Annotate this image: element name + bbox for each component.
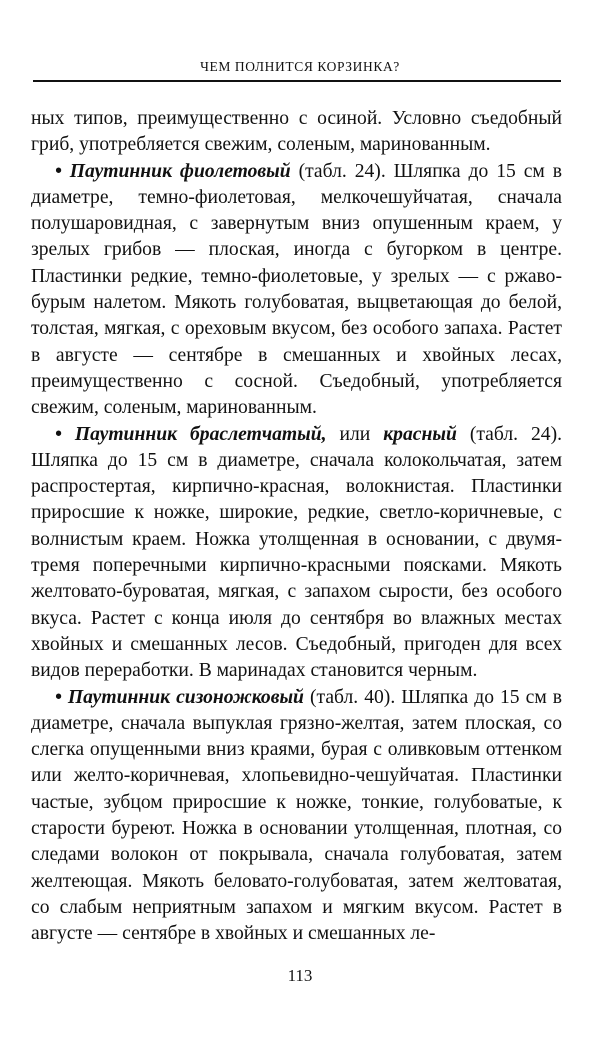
paragraph-bluefoot-webcap — [31, 685, 562, 948]
header-rule — [33, 80, 561, 82]
paragraph-text: ных типов, преимущественно с осиной. Условно съедобный гриб, употребляется свежим, соленым, маринованным. — [31, 108, 562, 156]
paragraph-text: (табл. 24). Шляпка до 15 см в диаметре, темно-фиолетовая, мелкочешуйчатая, сначала полушаровидная, с завернутым вниз опушенным краем, у зрелых грибов — плоская, иногда с бугорком в центре. Пластинки редкие, темно-фиолетовые, у зрелых — с ржаво-бурым налетом. Мякоть голубоватая, выцветающая до белой, толстая, мягкая, с ореховым вкусом, без особого запаха. Растет в августе — сентябре в смешанных и хвойных лесах, преимущественно с сосной. Съедобный, употребляется свежим, соленым, маринованным. — [31, 160, 562, 419]
species-name: Паутинник браслетчатый, — [74, 423, 327, 445]
name-connector: или — [326, 423, 384, 445]
bullet-marker: • — [55, 423, 75, 445]
paragraph-continuation — [31, 106, 562, 159]
text-column — [31, 106, 562, 948]
species-name: Паутинник фиолетовый — [69, 160, 291, 182]
species-alt-name: красный — [383, 423, 457, 445]
bullet-marker: • — [55, 160, 70, 182]
bullet-marker: • — [55, 686, 68, 708]
page-number: 113 — [287, 966, 313, 985]
paragraph-text: (табл. 24). Шляпка до 15 см в диаметре, сначала колокольчатая, затем распростертая, кирпично-красная, волокнистая. Пластинки приросшие к ножке, широкие, редкие, светло-коричневые, с волнистым краем. Ножка утолщенная в основании, с двумя-тремя поперечными кирпично-красными поясками. Мякоть желтовато-буроватая, мягкая, с запахом сырости, без особого вкуса. Растет с конца июля до сентября во влажных местах хвойных и смешанных лесов. Съедобный, пригоден для всех видов переработки. В маринадах становится черным. — [31, 423, 562, 682]
paragraph-violet-webcap — [31, 159, 562, 422]
running-head: ЧЕМ ПОЛНИТСЯ КОРЗИНКА? — [200, 59, 400, 74]
paragraph-bracelet-webcap — [31, 422, 562, 685]
species-name: Паутинник сизоножковый — [67, 686, 304, 708]
paragraph-text: (табл. 40). Шляпка до 15 см в диаметре, сначала выпуклая грязно-желтая, затем плоская, со слегка опущенными вниз краями, бурая с оливковым оттенком или желто-коричневая, хлопьевидно-чешуйчатая. Пластинки частые, зубцом приросшие к ножке, тонкие, голубоватые, к старости буреют. Ножка в основании утолщенная, плотная, со следами волокон от покрывала, сначала голубоватая, затем желтеющая. Мякоть беловато-голубоватая, затем желтоватая, со слабым неприятным запахом и мягким вкусом. Растет в августе — сентябре в хвойных и смешанных ле- — [31, 686, 562, 945]
